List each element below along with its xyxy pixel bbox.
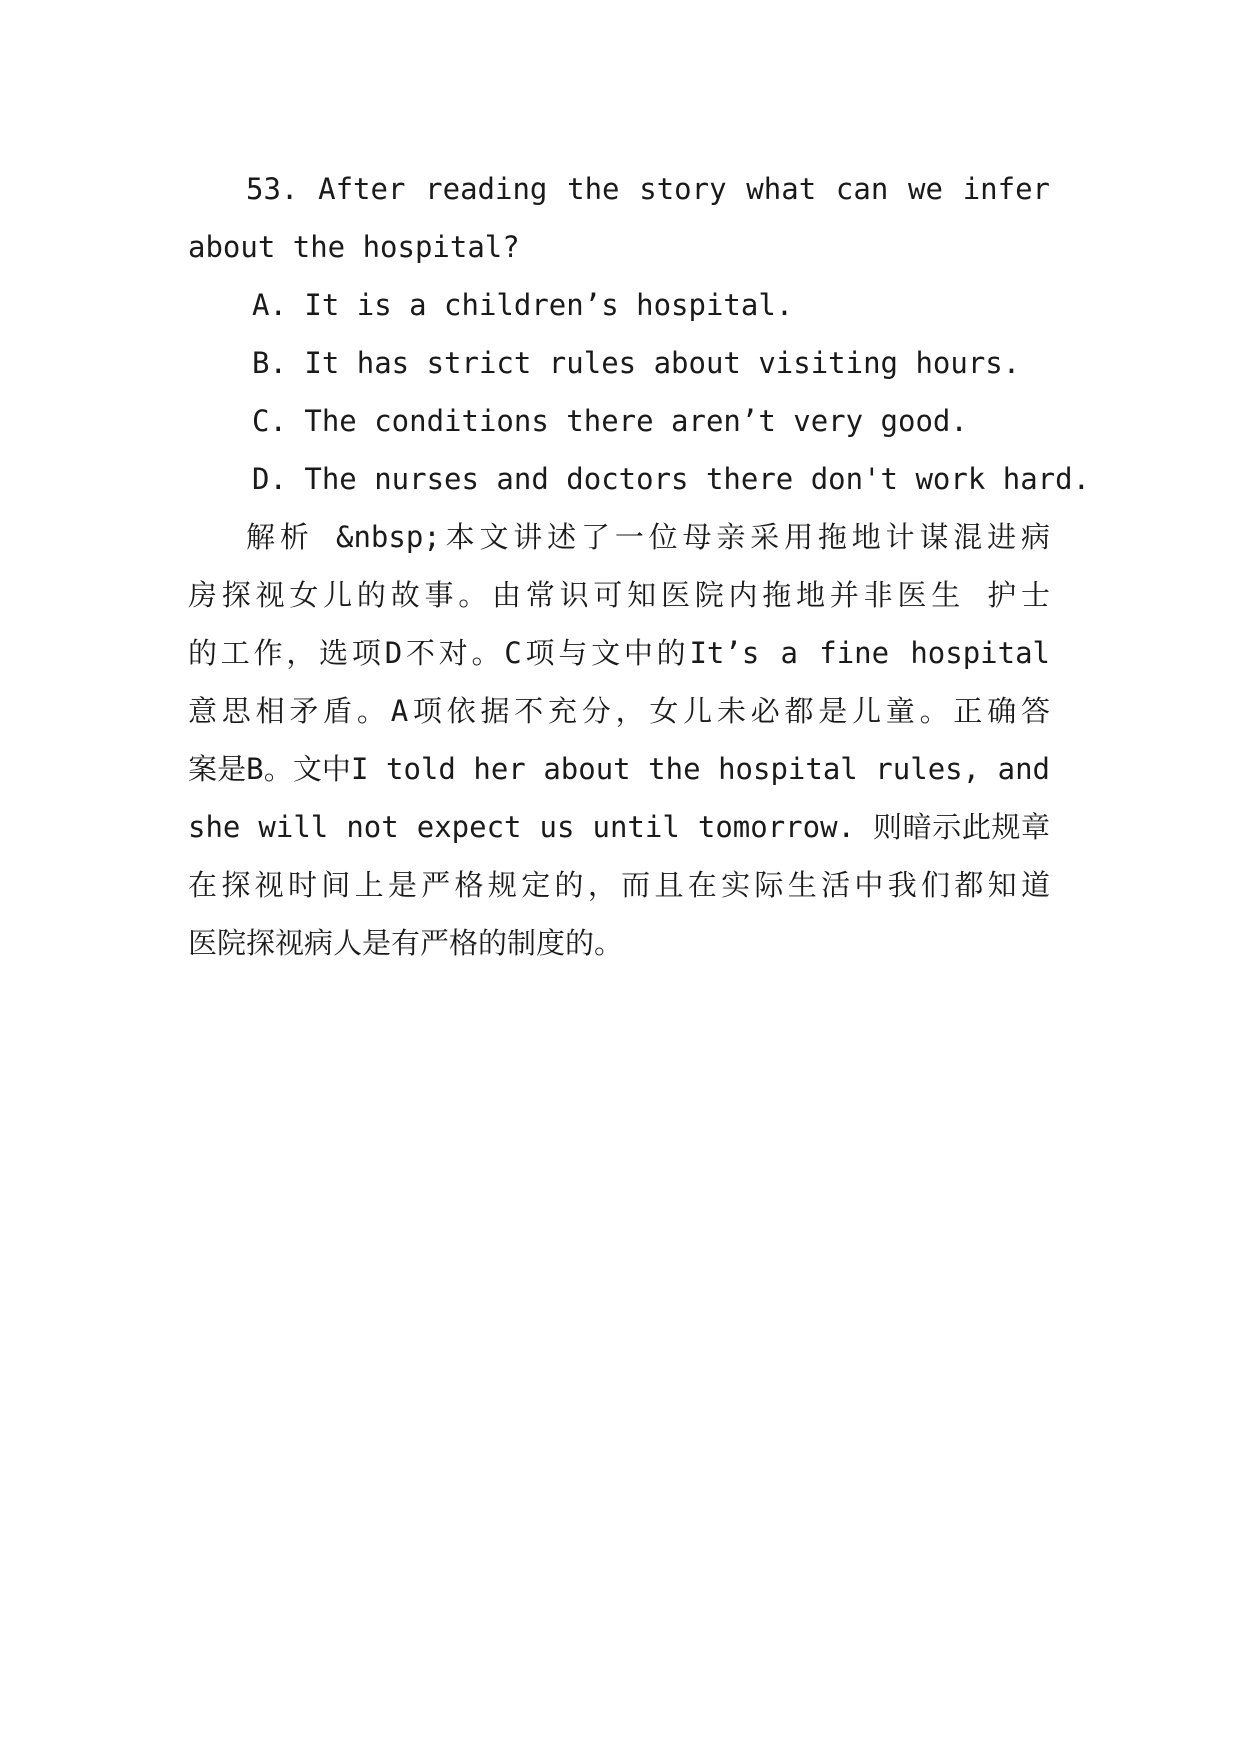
analysis-line-3: 的工作，选项D不对。C项与文中的It’s a fine hospital [188,636,1050,670]
document-body [188,160,1091,972]
analysis-line-7: 在探视时间上是严格规定的，而且在实际生活中我们都知道 [188,868,1050,902]
analysis-line-4: 意思相矛盾。A项依据不充分，女儿未必都是儿童。正确答 [188,694,1050,728]
option-a: A. It is a children’s hospital. [252,288,794,322]
option-c: C. The conditions there aren’t very good. [252,404,968,438]
question-line-2: about the hospital? [188,230,520,264]
analysis-line-1: 解析 &nbsp;本文讲述了一位母亲采用拖地计谋混进病 [246,520,1050,554]
analysis-line-2: 房探视女儿的故事。由常识可知医院内拖地并非医生 护士 [188,578,1050,612]
option-d: D. The nurses and doctors there don't work hard. [252,462,1091,496]
option-b: B. It has strict rules about visiting hours. [252,346,1021,380]
analysis-line-5: 案是B。文中I told her about the hospital rules, and [188,752,1050,786]
analysis-line-8: 医院探视病人是有严格的制度的。 [188,926,624,960]
question-line-1: 53. After reading the story what can we infer [246,172,1050,206]
analysis-line-6: she will not expect us until tomorrow. 则暗示此规章 [188,810,1050,844]
